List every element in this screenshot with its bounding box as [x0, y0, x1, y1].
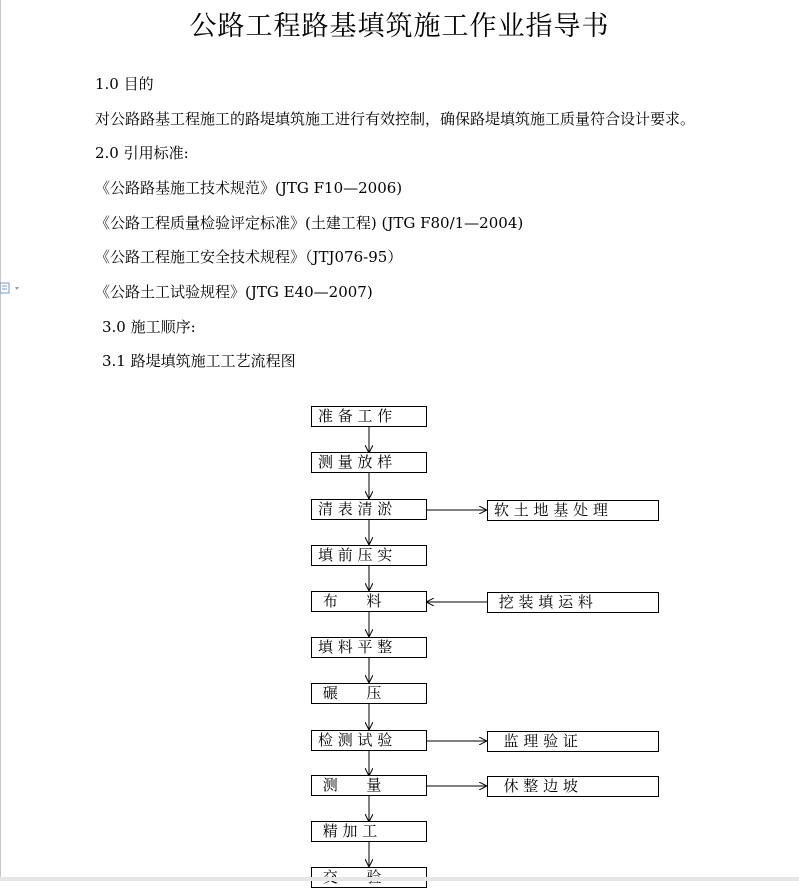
section-1-heading: 1.0 目的 — [95, 75, 154, 93]
flow-step-rolling: 碾 压 — [311, 683, 427, 704]
document-title: 公路工程路基填筑施工作业指导书 — [189, 11, 610, 42]
section-3-1-heading: 3.1 路堤填筑施工工艺流程图 — [102, 352, 296, 370]
flow-step-measurement: 测 量 — [311, 775, 427, 796]
flow-step-fill-leveling: 填 料 平 整 — [311, 637, 427, 658]
flow-step-material-spreading: 布 料 — [311, 591, 427, 612]
reference-standard-item: 《公路工程施工安全技术规程》（JTJ076-95） — [95, 248, 403, 266]
flow-step-pre-fill-compaction: 填 前 压 实 — [311, 545, 427, 566]
page-bottom-edge — [0, 877, 799, 881]
section-1-body: 对公路路基工程施工的路堤填筑施工进行有效控制，确保路堤填筑施工质量符合设计要求。 — [95, 110, 696, 128]
flow-side-slope-trimming: 休 整 边 坡 — [487, 776, 659, 797]
flow-step-finishing: 精 加 工 — [311, 821, 427, 842]
flow-side-soft-soil-treatment: 软 土 地 基 处 理 — [487, 500, 659, 521]
flow-step-prepare: 准 备 工 作 — [311, 406, 427, 427]
reference-standard-item: 《公路土工试验规程》(JTG E40—2007) — [95, 283, 373, 301]
flow-step-clear-surface: 清 表 清 淤 — [311, 499, 427, 520]
flow-step-survey-layout: 测 量 放 样 — [311, 452, 427, 473]
reference-standard-item: 《公路工程质量检验评定标准》(土建工程) (JTG F80/1—2004) — [95, 214, 524, 232]
section-3-heading: 3.0 施工顺序: — [102, 318, 196, 336]
flow-side-supervisor-verification: 监 理 验 证 — [487, 731, 659, 752]
reference-standard-item: 《公路路基施工技术规范》(JTG F10—2006) — [95, 179, 403, 197]
section-2-heading: 2.0 引用标准: — [95, 144, 189, 162]
flow-side-excavate-load-haul: 挖 装 填 运 料 — [487, 592, 659, 613]
flow-step-testing: 检 测 试 验 — [311, 730, 427, 751]
